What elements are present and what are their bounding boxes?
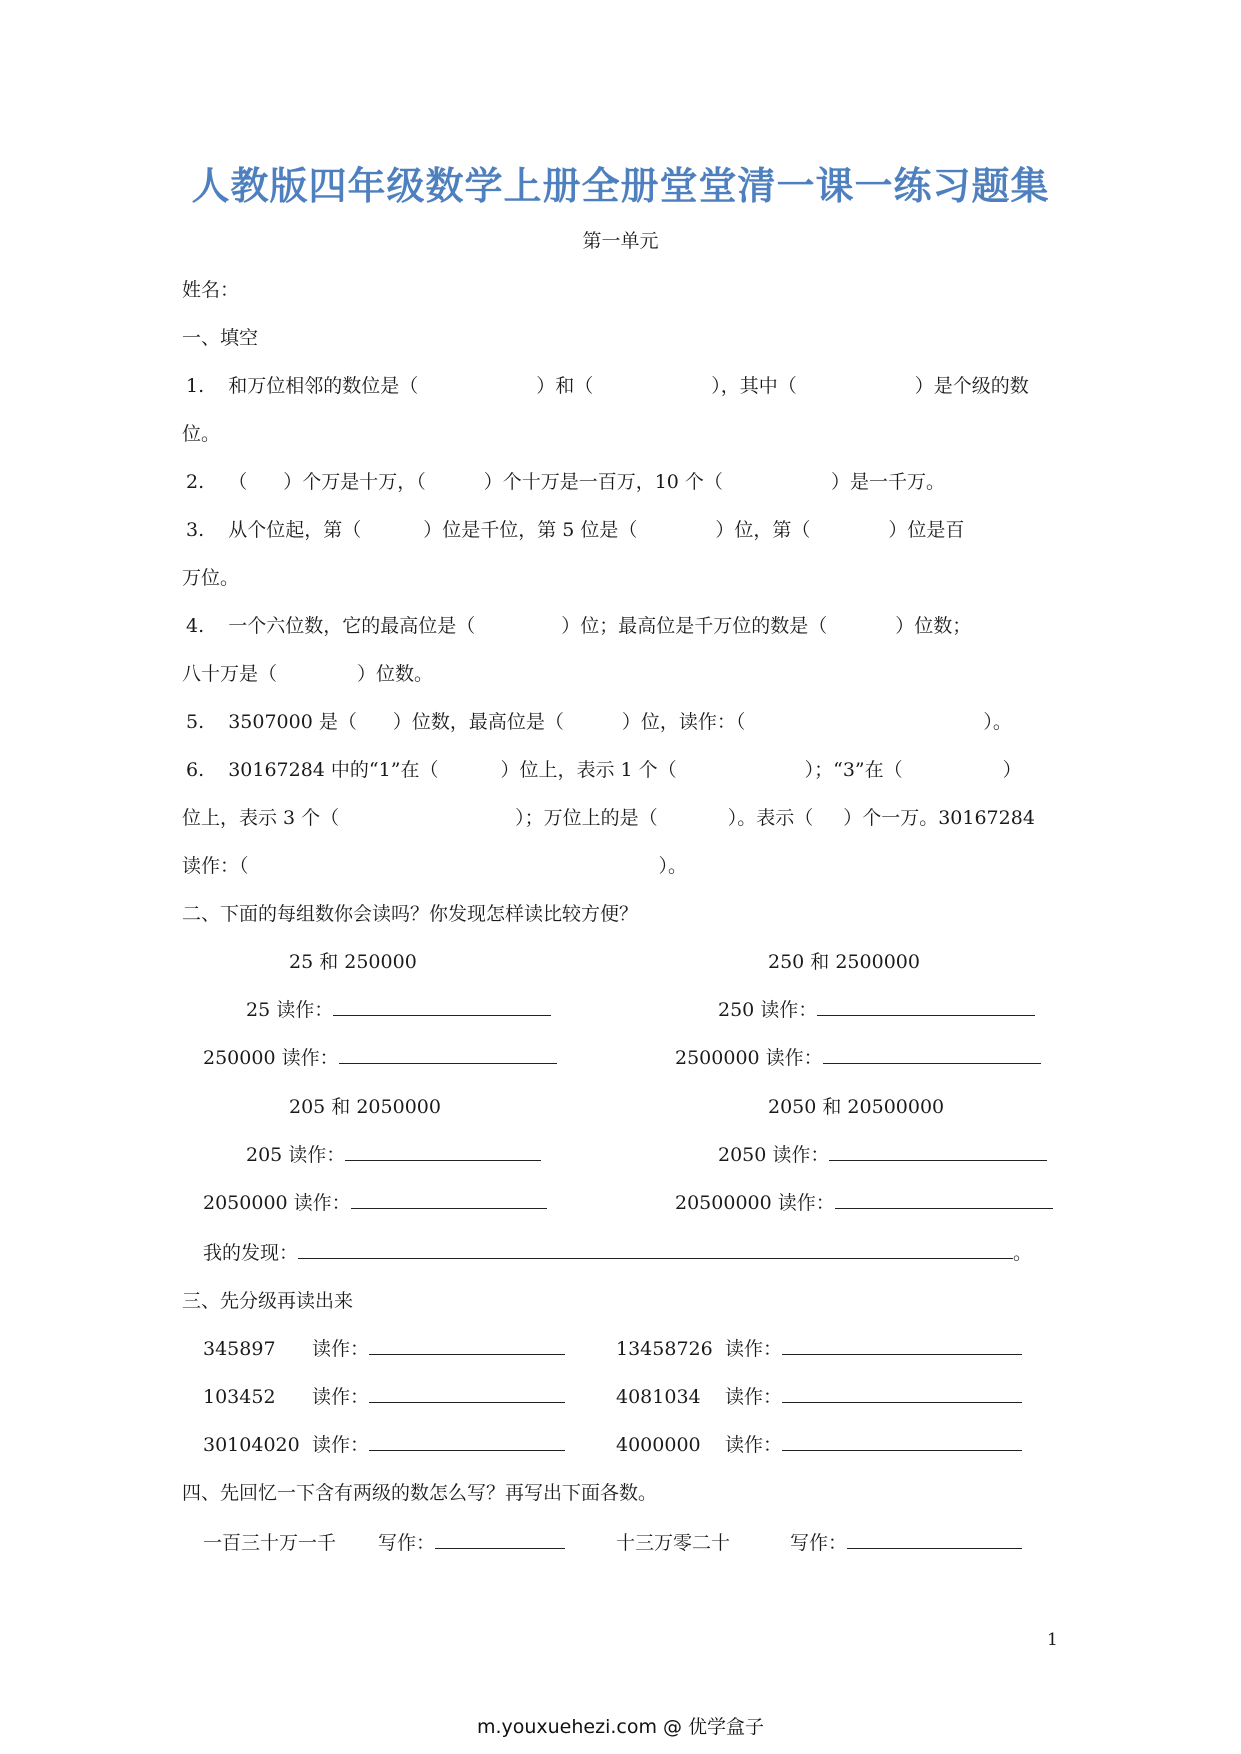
- read-row: [312, 1384, 565, 1410]
- answer-line[interactable]: [782, 1336, 1022, 1355]
- question-6-cont: [182, 805, 1035, 831]
- write-row: [378, 1530, 565, 1556]
- q6-text-f: ）；万位上的是（: [515, 807, 658, 829]
- write-row: [790, 1530, 1022, 1556]
- number-item: 103452: [203, 1386, 276, 1408]
- name-label: 姓名：: [182, 279, 240, 301]
- q2-text-a: （: [228, 471, 248, 493]
- answer-line[interactable]: [829, 1142, 1047, 1161]
- section1-heading: 一、填空: [182, 327, 259, 349]
- read-label: 25 读作：: [246, 999, 334, 1021]
- question-3: [186, 517, 964, 543]
- number-pair: 25 和 250000: [289, 951, 417, 973]
- read-label: 读作：: [312, 1338, 370, 1360]
- page-number: 1: [1047, 1630, 1058, 1650]
- answer-line[interactable]: [835, 1190, 1053, 1209]
- question-3-cont: 万位。: [182, 567, 240, 589]
- section2-heading: 二、下面的每组数你会读吗？你发现怎样读比较方便？: [182, 903, 639, 925]
- answer-line[interactable]: [817, 997, 1035, 1016]
- number-item: 345897: [203, 1338, 276, 1360]
- answer-line[interactable]: [369, 1432, 565, 1451]
- q4-text-e: ）位数。: [357, 663, 434, 685]
- chinese-number: 十三万零二十: [616, 1532, 731, 1554]
- question-4: [186, 613, 971, 639]
- number-item: 13458726: [616, 1338, 713, 1360]
- number-item: 4081034: [616, 1386, 701, 1408]
- question-1: [186, 373, 1029, 399]
- question-4-cont: [182, 661, 433, 687]
- q2-text-b: ）个万是十万，（: [283, 471, 426, 493]
- question-number: 4.: [186, 615, 205, 637]
- read-label: 2050000 读作：: [203, 1192, 351, 1214]
- read-label: 读作：: [725, 1338, 783, 1360]
- read-label: 读作：: [312, 1386, 370, 1408]
- read-row: [203, 1190, 547, 1216]
- read-label: 读作：: [725, 1434, 783, 1456]
- question-number: 5.: [186, 711, 205, 733]
- read-label: 250 读作：: [718, 999, 818, 1021]
- read-label: 2500000 读作：: [675, 1047, 823, 1069]
- read-row: [203, 1045, 557, 1071]
- answer-line[interactable]: [298, 1240, 1013, 1259]
- q5-text-b: ）位数，最高位是（: [392, 711, 564, 733]
- q3-text-b: ）位是千位，第 5 位是（: [423, 519, 638, 541]
- q4-text-c: ）位数；: [895, 615, 972, 637]
- section3-heading: 三、先分级再读出来: [182, 1290, 354, 1312]
- answer-line[interactable]: [782, 1384, 1022, 1403]
- q3-text-c: ）位，第（: [715, 519, 811, 541]
- q1-text-a: 和万位相邻的数位是（: [228, 375, 419, 397]
- question-2: [186, 469, 945, 495]
- discovery-end: 。: [1013, 1242, 1033, 1264]
- read-row: [718, 1142, 1047, 1168]
- read-label: 250000 读作：: [203, 1047, 339, 1069]
- answer-line[interactable]: [847, 1530, 1022, 1549]
- q6-text-a: 30167284 中的“1”在（: [228, 759, 439, 781]
- read-label: 20500000 读作：: [675, 1192, 835, 1214]
- read-label: 205 读作：: [246, 1144, 346, 1166]
- footer-watermark: m.youxuehezi.com @ 优学盒子: [476, 1716, 765, 1738]
- answer-line[interactable]: [782, 1432, 1022, 1451]
- number-pair: 205 和 2050000: [289, 1096, 441, 1118]
- question-number: 3.: [186, 519, 205, 541]
- q6-text-e: 位上，表示 3 个（: [182, 807, 340, 829]
- question-1-cont: 位。: [182, 423, 221, 445]
- read-row: [246, 997, 551, 1023]
- q6-text-b: ）位上，表示 1 个（: [500, 759, 677, 781]
- answer-line[interactable]: [369, 1336, 565, 1355]
- number-item: 30104020: [203, 1434, 300, 1456]
- answer-line[interactable]: [339, 1045, 557, 1064]
- answer-line[interactable]: [345, 1142, 541, 1161]
- read-label: 读作：: [725, 1386, 783, 1408]
- page-title: 人教版四年级数学上册全册堂堂清一课一练习题集: [191, 164, 1050, 208]
- number-pair: 2050 和 20500000: [768, 1096, 945, 1118]
- q6-text-d: ）: [1002, 759, 1022, 781]
- q4-text-b: ）位；最高位是千万位的数是（: [561, 615, 828, 637]
- q3-text-d: ）位是百: [888, 519, 965, 541]
- q6-text-g: ）。表示（: [727, 807, 814, 829]
- q5-text-c: ）位，读作：（: [621, 711, 746, 733]
- discovery-label: 我的发现：: [203, 1242, 299, 1264]
- write-label: 写作：: [790, 1532, 848, 1554]
- q3-text-a: 从个位起，第（: [228, 519, 362, 541]
- answer-line[interactable]: [435, 1530, 565, 1549]
- q2-text-d: ）是一千万。: [830, 471, 945, 493]
- q5-text-d: ）。: [983, 711, 1012, 733]
- read-row: [718, 997, 1035, 1023]
- answer-line[interactable]: [369, 1384, 565, 1403]
- section4-heading: 四、先回忆一下含有两级的数怎么写？再写出下面各数。: [182, 1482, 658, 1504]
- read-row: [675, 1190, 1053, 1216]
- q5-text-a: 3507000 是（: [228, 711, 357, 733]
- question-number: 2.: [186, 471, 205, 493]
- number-item: 4000000: [616, 1434, 701, 1456]
- q6-text-c: ）；“3”在（: [804, 759, 903, 781]
- read-label: 读作：: [312, 1434, 370, 1456]
- read-row: [725, 1384, 1022, 1410]
- answer-line[interactable]: [823, 1045, 1041, 1064]
- q4-text-a: 一个六位数，它的最高位是（: [228, 615, 476, 637]
- number-pair: 250 和 2500000: [768, 951, 920, 973]
- answer-line[interactable]: [333, 997, 551, 1016]
- q4-text-d: 八十万是（: [182, 663, 278, 685]
- q6-text-i: 读作：（: [182, 855, 249, 877]
- question-6: [186, 757, 1022, 783]
- read-label: 2050 读作：: [718, 1144, 830, 1166]
- question-number: 1.: [186, 375, 205, 397]
- q1-text-c: ），其中（: [711, 375, 797, 397]
- question-5: [186, 709, 1012, 735]
- question-number: 6.: [186, 759, 205, 781]
- discovery-row: [203, 1240, 1032, 1266]
- write-label: 写作：: [378, 1532, 436, 1554]
- read-row: [246, 1142, 541, 1168]
- read-row: [312, 1336, 565, 1362]
- read-row: [725, 1336, 1022, 1362]
- q6-text-j: ）。: [658, 855, 688, 877]
- q2-text-c: ）个十万是一百万，10 个（: [483, 471, 723, 493]
- q1-text-b: ）和（: [536, 375, 594, 397]
- read-row: [725, 1432, 1022, 1458]
- read-row: [675, 1045, 1041, 1071]
- read-row: [312, 1432, 565, 1458]
- question-6-cont-2: [182, 853, 687, 879]
- q6-text-h: ）个一万。30167284: [843, 807, 1035, 829]
- chinese-number: 一百三十万一千: [203, 1532, 337, 1554]
- q1-text-d: ）是个级的数: [914, 375, 1029, 397]
- unit-heading: 第一单元: [582, 230, 659, 252]
- answer-line[interactable]: [351, 1190, 547, 1209]
